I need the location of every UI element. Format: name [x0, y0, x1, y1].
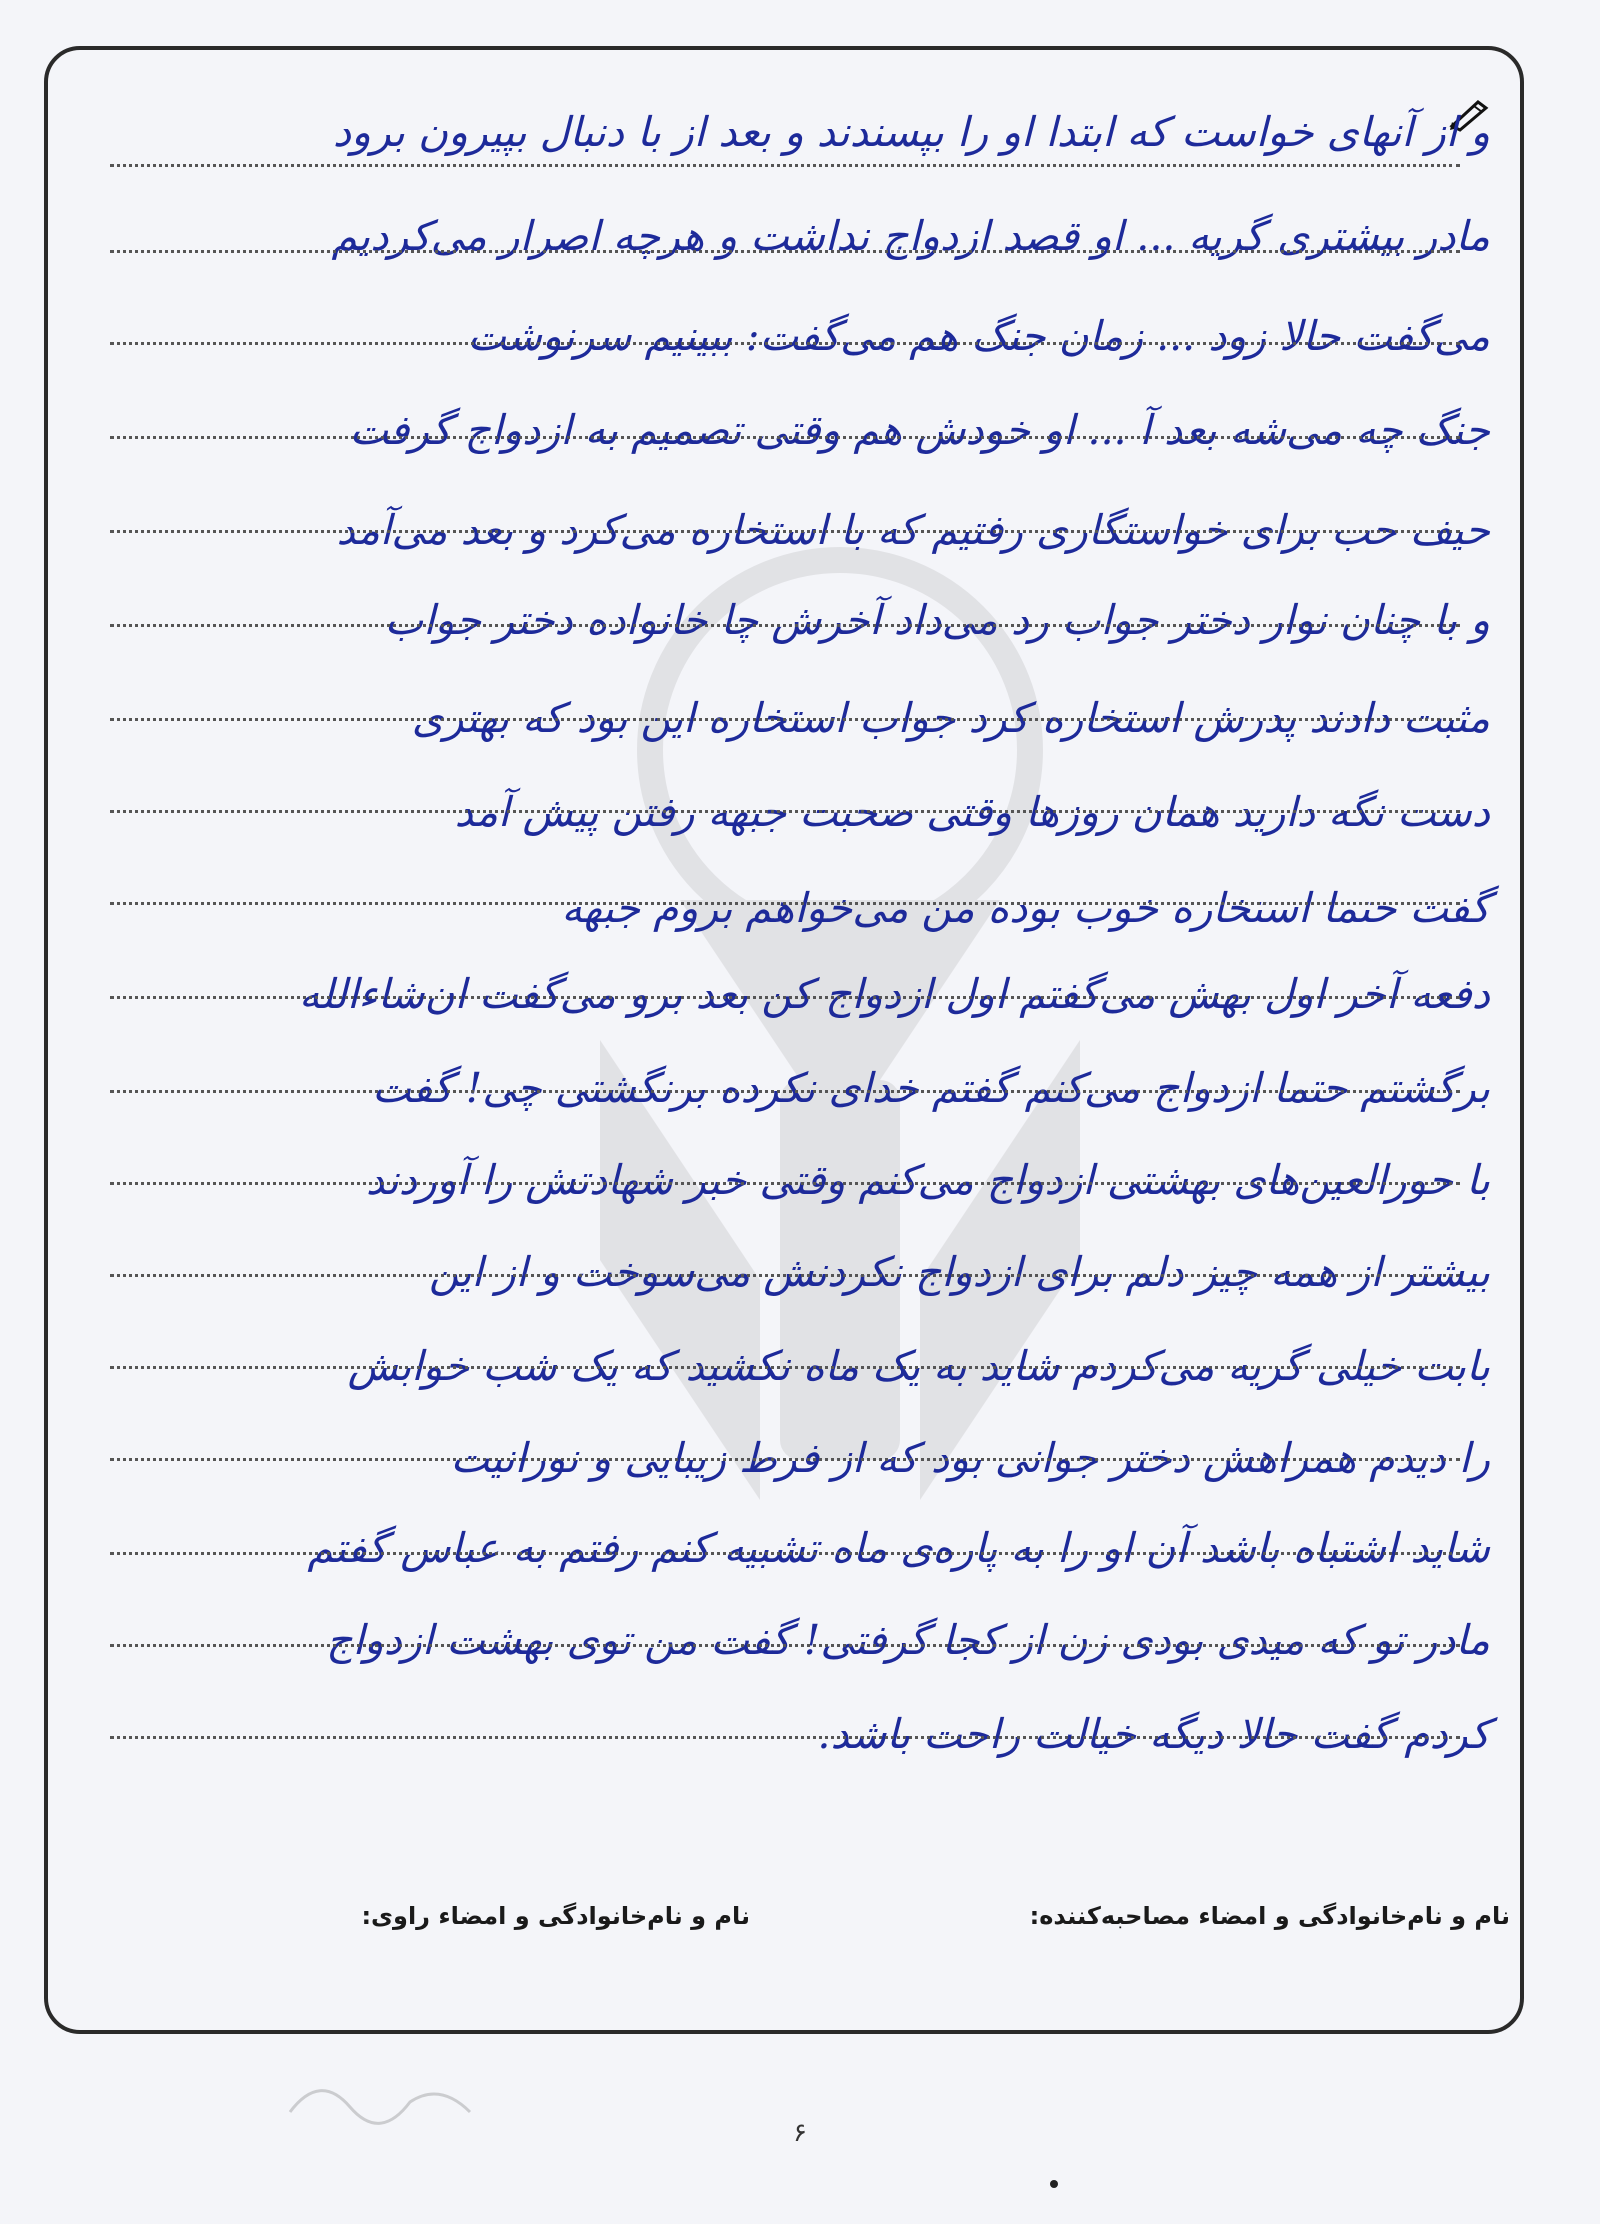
dotted-rule: [110, 1736, 1460, 1739]
dotted-rule: [110, 902, 1460, 905]
dotted-rule: [110, 1090, 1460, 1093]
line-6: و با چنان نوار دختر جواب رد می‌داد آخرش چا خانواده دختر جواب: [384, 596, 1490, 644]
line-18: کردم گفت حالا دیگه خیالت راحت باشد.: [817, 1710, 1490, 1758]
line-1: و از آنهای خواست که ابتدا او را بپسندند و بعد از با دنبال بپیرون برود: [332, 108, 1490, 156]
dotted-rule: [110, 1182, 1460, 1185]
line-16: شاید اشتباه باشد آن او را به پاره‌ی ماه تشبیه کنم رفتم به عباس گفتم: [307, 1524, 1490, 1572]
dotted-rule: [110, 1552, 1460, 1555]
signature-footer: [90, 1892, 1510, 1952]
line-9: گفت حتما استخاره خوب بوده من می‌خواهم بروم جبهه: [561, 884, 1490, 932]
line-2: مادر بیشتری گریه ... او قصد ازدواج نداشت و هرچه اصرار می‌کردیم: [331, 212, 1490, 260]
narrator-signature-label: نام و نام‌خانوادگی و امضاء راوی:: [361, 1902, 750, 1930]
dotted-rule: [110, 1366, 1460, 1369]
dotted-rule: [110, 1458, 1460, 1461]
dotted-rule: [110, 810, 1460, 813]
ink-dot: [1050, 2180, 1058, 2188]
line-12: با حورالعین‌های بهشتی ازدواج می‌کنم وقتی خبر شهادتش را آوردند: [365, 1156, 1490, 1204]
dotted-rule: [110, 718, 1460, 721]
line-4: جنگ چه می‌شه بعد آ ... او خودش هم وقتی تصمیم به ازدواج گرفت: [349, 406, 1490, 454]
dotted-rule: [110, 1644, 1460, 1647]
line-13: بیشتر از همه چیز دلم برای ازدواج نکردنش می‌سوخت و از این: [428, 1248, 1490, 1296]
line-8: دست نگه دارید همان روزها وقتی صحبت جبهه رفتن پیش آمد: [454, 788, 1490, 836]
dotted-rule: [110, 530, 1460, 533]
dotted-rule: [110, 436, 1460, 439]
line-7: مثبت دادند پدرش استخاره کرد جواب استخاره این بود که بهتری: [411, 694, 1490, 742]
interviewer-signature-label: نام و نام‌خانوادگی و امضاء مصاحبه‌کننده:: [1029, 1902, 1510, 1930]
page-number: ۶: [793, 2118, 807, 2148]
dotted-rule: [110, 342, 1460, 345]
dotted-rule: [110, 996, 1460, 999]
line-14: بابت خیلی گریه می‌کردم شاید به یک ماه نکشید که یک شب خوابش: [347, 1342, 1490, 1390]
line-11: برگشتم حتما ازدواج می‌کنم گفتم خدای نکرده برنگشتی چی! گفت: [372, 1064, 1490, 1112]
dotted-rule: [110, 624, 1460, 627]
line-5: حیف حب برای خواستگاری رفتیم که با استخاره می‌کرد و بعد می‌آمد: [336, 506, 1490, 554]
line-3: می‌گفت حالا زود ... زمان جنگ هم می‌گفت: ببینیم سرنوشت: [467, 312, 1490, 360]
line-10: دفعه آخر اول بهش می‌گفتم اول ازدواج کن بعد برو می‌گفت ان‌شاءالله: [298, 970, 1490, 1018]
dotted-rule: [110, 250, 1460, 253]
dotted-rule: [110, 1274, 1460, 1277]
line-15: را دیدم همراهش دختر جوانی بود که از فرط زیبایی و نورانیت: [450, 1434, 1490, 1482]
dotted-rule: [110, 164, 1460, 167]
line-17: مادر تو که میدی بودی زن از کجا گرفتی! گفت من توی بهشت ازدواج: [326, 1616, 1490, 1664]
faint-signature: [280, 2062, 480, 2132]
